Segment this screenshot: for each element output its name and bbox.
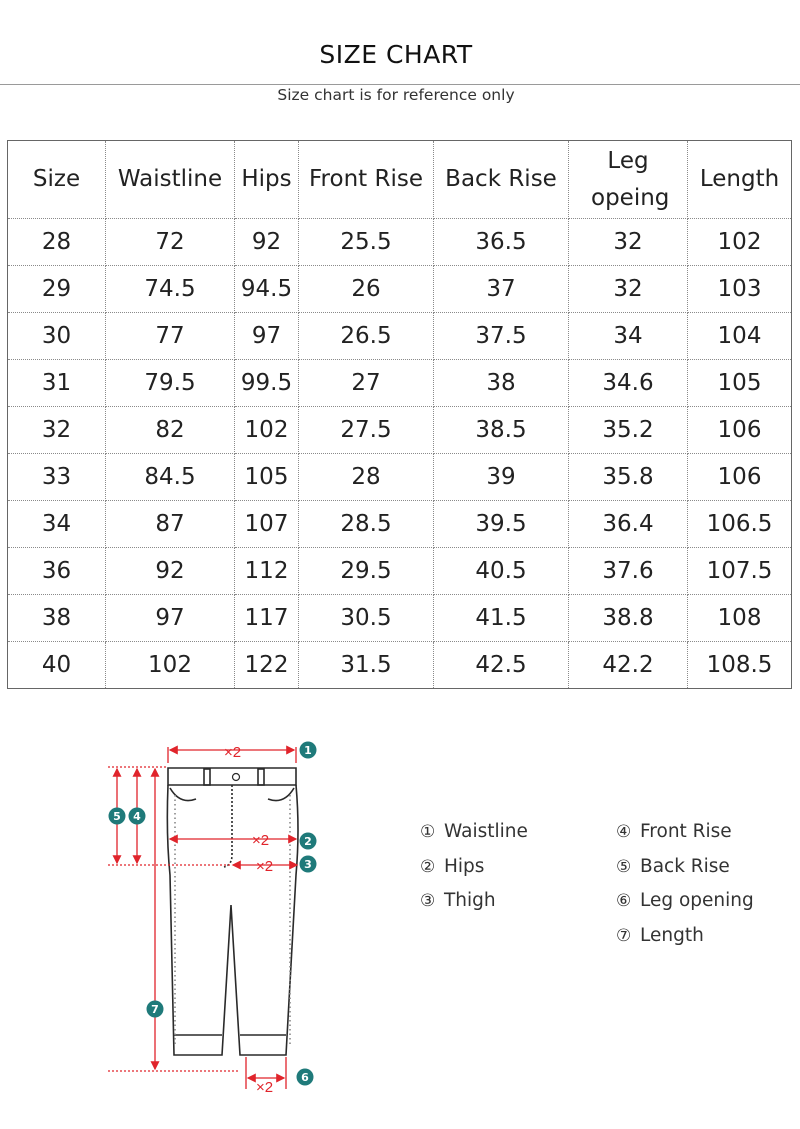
cell-waistline: 82 xyxy=(106,407,235,454)
cell-size: 34 xyxy=(8,501,106,548)
cell-leg-opening: 36.4 xyxy=(569,501,688,548)
cell-leg-opening: 38.8 xyxy=(569,595,688,642)
cell-length: 106.5 xyxy=(688,501,792,548)
cell-size: 32 xyxy=(8,407,106,454)
cell-leg-opening: 35.8 xyxy=(569,454,688,501)
marker-7-label: 7 xyxy=(151,1003,159,1016)
cell-hips: 99.5 xyxy=(235,360,299,407)
cell-front-rise: 25.5 xyxy=(299,219,434,266)
title-divider xyxy=(0,84,800,85)
legend-item-thigh: ③ Thigh xyxy=(420,890,496,911)
cell-size: 40 xyxy=(8,642,106,689)
cell-back-rise: 39 xyxy=(434,454,569,501)
button-icon xyxy=(233,774,240,781)
marker-3-label: 3 xyxy=(304,858,312,871)
column-header-back-rise: Back Rise xyxy=(434,141,569,219)
cell-hips: 105 xyxy=(235,454,299,501)
cell-back-rise: 37 xyxy=(434,266,569,313)
cell-back-rise: 37.5 xyxy=(434,313,569,360)
cell-size: 30 xyxy=(8,313,106,360)
table-row xyxy=(8,501,792,548)
legend-item-hips: ② Hips xyxy=(420,855,485,877)
jeans-measurement-diagram xyxy=(100,735,330,1095)
cell-leg-opening: 34.6 xyxy=(569,360,688,407)
cell-size: 36 xyxy=(8,548,106,595)
cell-waistline: 97 xyxy=(106,595,235,642)
page-title: SIZE CHART xyxy=(319,40,473,69)
multiplier-label-hips: ×2 xyxy=(252,832,270,849)
marker-6-label: 6 xyxy=(301,1071,309,1084)
multiplier-label-waist: ×2 xyxy=(224,744,242,761)
table-row xyxy=(8,266,792,313)
cell-length: 108.5 xyxy=(688,642,792,689)
column-header-length: Length xyxy=(688,141,792,219)
table-row xyxy=(8,219,792,266)
cell-waistline: 87 xyxy=(106,501,235,548)
cell-front-rise: 29.5 xyxy=(299,548,434,595)
table-row xyxy=(8,313,792,360)
cell-hips: 112 xyxy=(235,548,299,595)
column-header-waistline: Waistline xyxy=(106,141,235,219)
page-subtitle: Size chart is for reference only xyxy=(277,86,515,104)
cell-waistline: 77 xyxy=(106,313,235,360)
table-row xyxy=(8,595,792,642)
cell-front-rise: 26 xyxy=(299,266,434,313)
cell-size: 28 xyxy=(8,219,106,266)
multiplier-label-leg: ×2 xyxy=(256,1079,274,1095)
marker-1-label: 1 xyxy=(304,744,312,757)
cell-waistline: 92 xyxy=(106,548,235,595)
table-row xyxy=(8,407,792,454)
cell-front-rise: 28 xyxy=(299,454,434,501)
cell-leg-opening: 37.6 xyxy=(569,548,688,595)
cell-back-rise: 38 xyxy=(434,360,569,407)
cell-front-rise: 26.5 xyxy=(299,313,434,360)
table-header-row xyxy=(8,141,792,219)
cell-size: 38 xyxy=(8,595,106,642)
legend-right-column xyxy=(616,815,754,953)
cell-front-rise: 28.5 xyxy=(299,501,434,548)
cell-waistline: 74.5 xyxy=(106,266,235,313)
cell-front-rise: 27 xyxy=(299,360,434,407)
cell-back-rise: 40.5 xyxy=(434,548,569,595)
cell-hips: 117 xyxy=(235,595,299,642)
legend-item-leg-opening: ⑥ Leg opening xyxy=(616,890,754,911)
cell-length: 104 xyxy=(688,313,792,360)
cell-back-rise: 36.5 xyxy=(434,219,569,266)
cell-size: 33 xyxy=(8,454,106,501)
table-row xyxy=(8,548,792,595)
cell-hips: 97 xyxy=(235,313,299,360)
cell-hips: 92 xyxy=(235,219,299,266)
cell-waistline: 79.5 xyxy=(106,360,235,407)
table-body xyxy=(8,219,792,689)
cell-size: 29 xyxy=(8,266,106,313)
cell-front-rise: 31.5 xyxy=(299,642,434,689)
cell-hips: 122 xyxy=(235,642,299,689)
cell-leg-opening: 34 xyxy=(569,313,688,360)
cell-leg-opening: 42.2 xyxy=(569,642,688,689)
cell-size: 31 xyxy=(8,360,106,407)
multiplier-label-thigh: ×2 xyxy=(256,858,274,875)
table-row xyxy=(8,360,792,407)
legend-left-column xyxy=(420,815,528,919)
column-header-front-rise: Front Rise xyxy=(299,141,434,219)
legend-item-waistline: ① Waistline xyxy=(420,821,528,842)
cell-hips: 102 xyxy=(235,407,299,454)
cell-waistline: 72 xyxy=(106,219,235,266)
column-header-size: Size xyxy=(8,141,106,219)
cell-length: 107.5 xyxy=(688,548,792,595)
table-row xyxy=(8,642,792,689)
marker-5-label: 5 xyxy=(113,810,121,823)
column-header-leg-opening: Leg opeing xyxy=(569,141,688,219)
cell-leg-opening: 32 xyxy=(569,266,688,313)
cell-leg-opening: 35.2 xyxy=(569,407,688,454)
cell-waistline: 84.5 xyxy=(106,454,235,501)
cell-length: 108 xyxy=(688,595,792,642)
column-header-hips: Hips xyxy=(235,141,299,219)
cell-leg-opening: 32 xyxy=(569,219,688,266)
legend-item-front-rise: ④ Front Rise xyxy=(616,821,732,842)
legend-item-length: ⑦ Length xyxy=(616,924,704,946)
table-row xyxy=(8,454,792,501)
marker-2-label: 2 xyxy=(304,835,312,848)
cell-length: 103 xyxy=(688,266,792,313)
cell-back-rise: 39.5 xyxy=(434,501,569,548)
marker-4-label: 4 xyxy=(133,810,141,823)
cell-hips: 107 xyxy=(235,501,299,548)
legend-item-back-rise: ⑤ Back Rise xyxy=(616,855,730,877)
cell-length: 106 xyxy=(688,454,792,501)
cell-waistline: 102 xyxy=(106,642,235,689)
cell-back-rise: 42.5 xyxy=(434,642,569,689)
cell-length: 102 xyxy=(688,219,792,266)
jeans-outline xyxy=(167,768,298,1055)
cell-back-rise: 41.5 xyxy=(434,595,569,642)
cell-front-rise: 27.5 xyxy=(299,407,434,454)
cell-length: 106 xyxy=(688,407,792,454)
cell-hips: 94.5 xyxy=(235,266,299,313)
measurement-lines xyxy=(108,747,297,1089)
cell-back-rise: 38.5 xyxy=(434,407,569,454)
size-chart-table xyxy=(7,140,792,689)
cell-front-rise: 30.5 xyxy=(299,595,434,642)
cell-length: 105 xyxy=(688,360,792,407)
